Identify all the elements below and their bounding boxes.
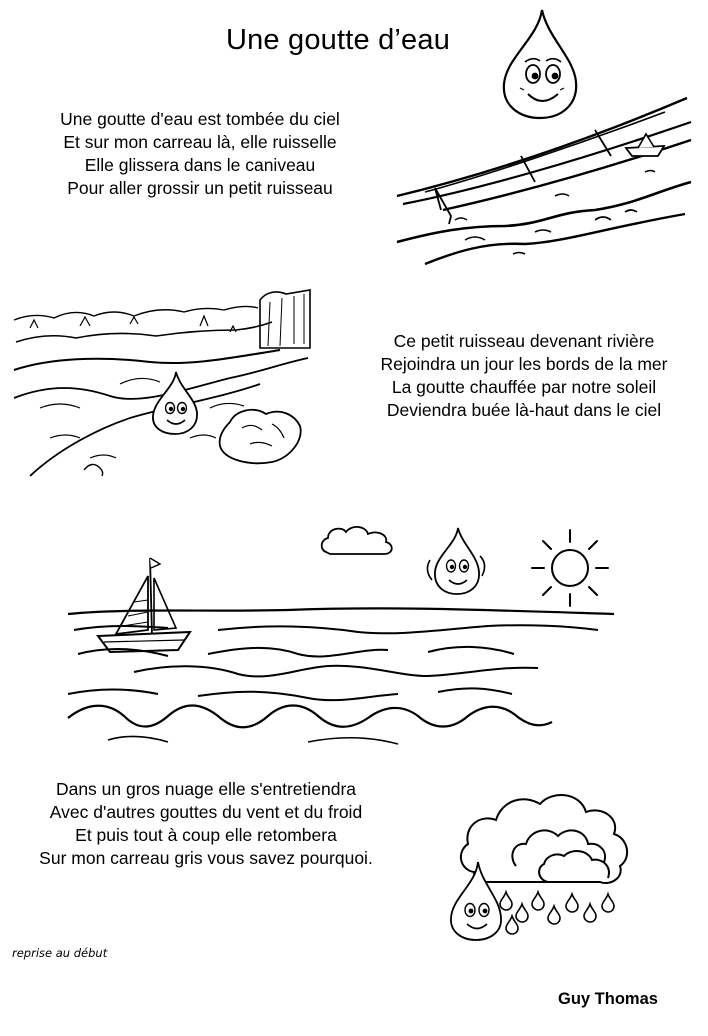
sun-icon xyxy=(528,526,612,610)
footnote: reprise au début xyxy=(12,946,108,960)
verse-line: Avec d'autres gouttes du vent et du froid xyxy=(49,802,363,822)
verse-line: La goutte chauffée par notre soleil xyxy=(391,377,657,397)
verse-line: Ce petit ruisseau devenant rivière xyxy=(393,331,655,351)
stanza-2 xyxy=(340,330,708,422)
cloud-icon xyxy=(318,520,398,560)
verse-line: Une goutte d'eau est tombée du ciel xyxy=(60,109,340,129)
waves-drawing xyxy=(68,604,616,750)
stanza-3 xyxy=(14,778,398,870)
page-title: Une goutte d’eau xyxy=(225,24,451,56)
stanza-1 xyxy=(22,108,378,200)
water-drop-icon xyxy=(446,860,506,942)
author-name: Guy Thomas xyxy=(558,990,658,1008)
verse-line: Sur mon carreau gris vous savez pourquoi. xyxy=(39,848,373,868)
gutter-drawing xyxy=(395,92,695,270)
raindrops-drawing xyxy=(498,888,622,936)
verse-line: Dans un gros nuage elle s'entretiendra xyxy=(55,779,357,799)
water-drop-icon xyxy=(424,526,486,596)
verse-line: Elle glissera dans le caniveau xyxy=(84,155,316,175)
verse-line: Deviendra buée là-haut dans le ciel xyxy=(386,400,662,420)
water-drop-icon xyxy=(150,370,200,436)
verse-line: Rejoindra un jour les bords de la mer xyxy=(380,354,668,374)
verse-line: Pour aller grossir un petit ruisseau xyxy=(67,178,333,198)
verse-line: Et puis tout à coup elle retombera xyxy=(75,825,337,845)
verse-line: Et sur mon carreau là, elle ruisselle xyxy=(63,132,337,152)
paper-boat-icon xyxy=(624,132,668,160)
